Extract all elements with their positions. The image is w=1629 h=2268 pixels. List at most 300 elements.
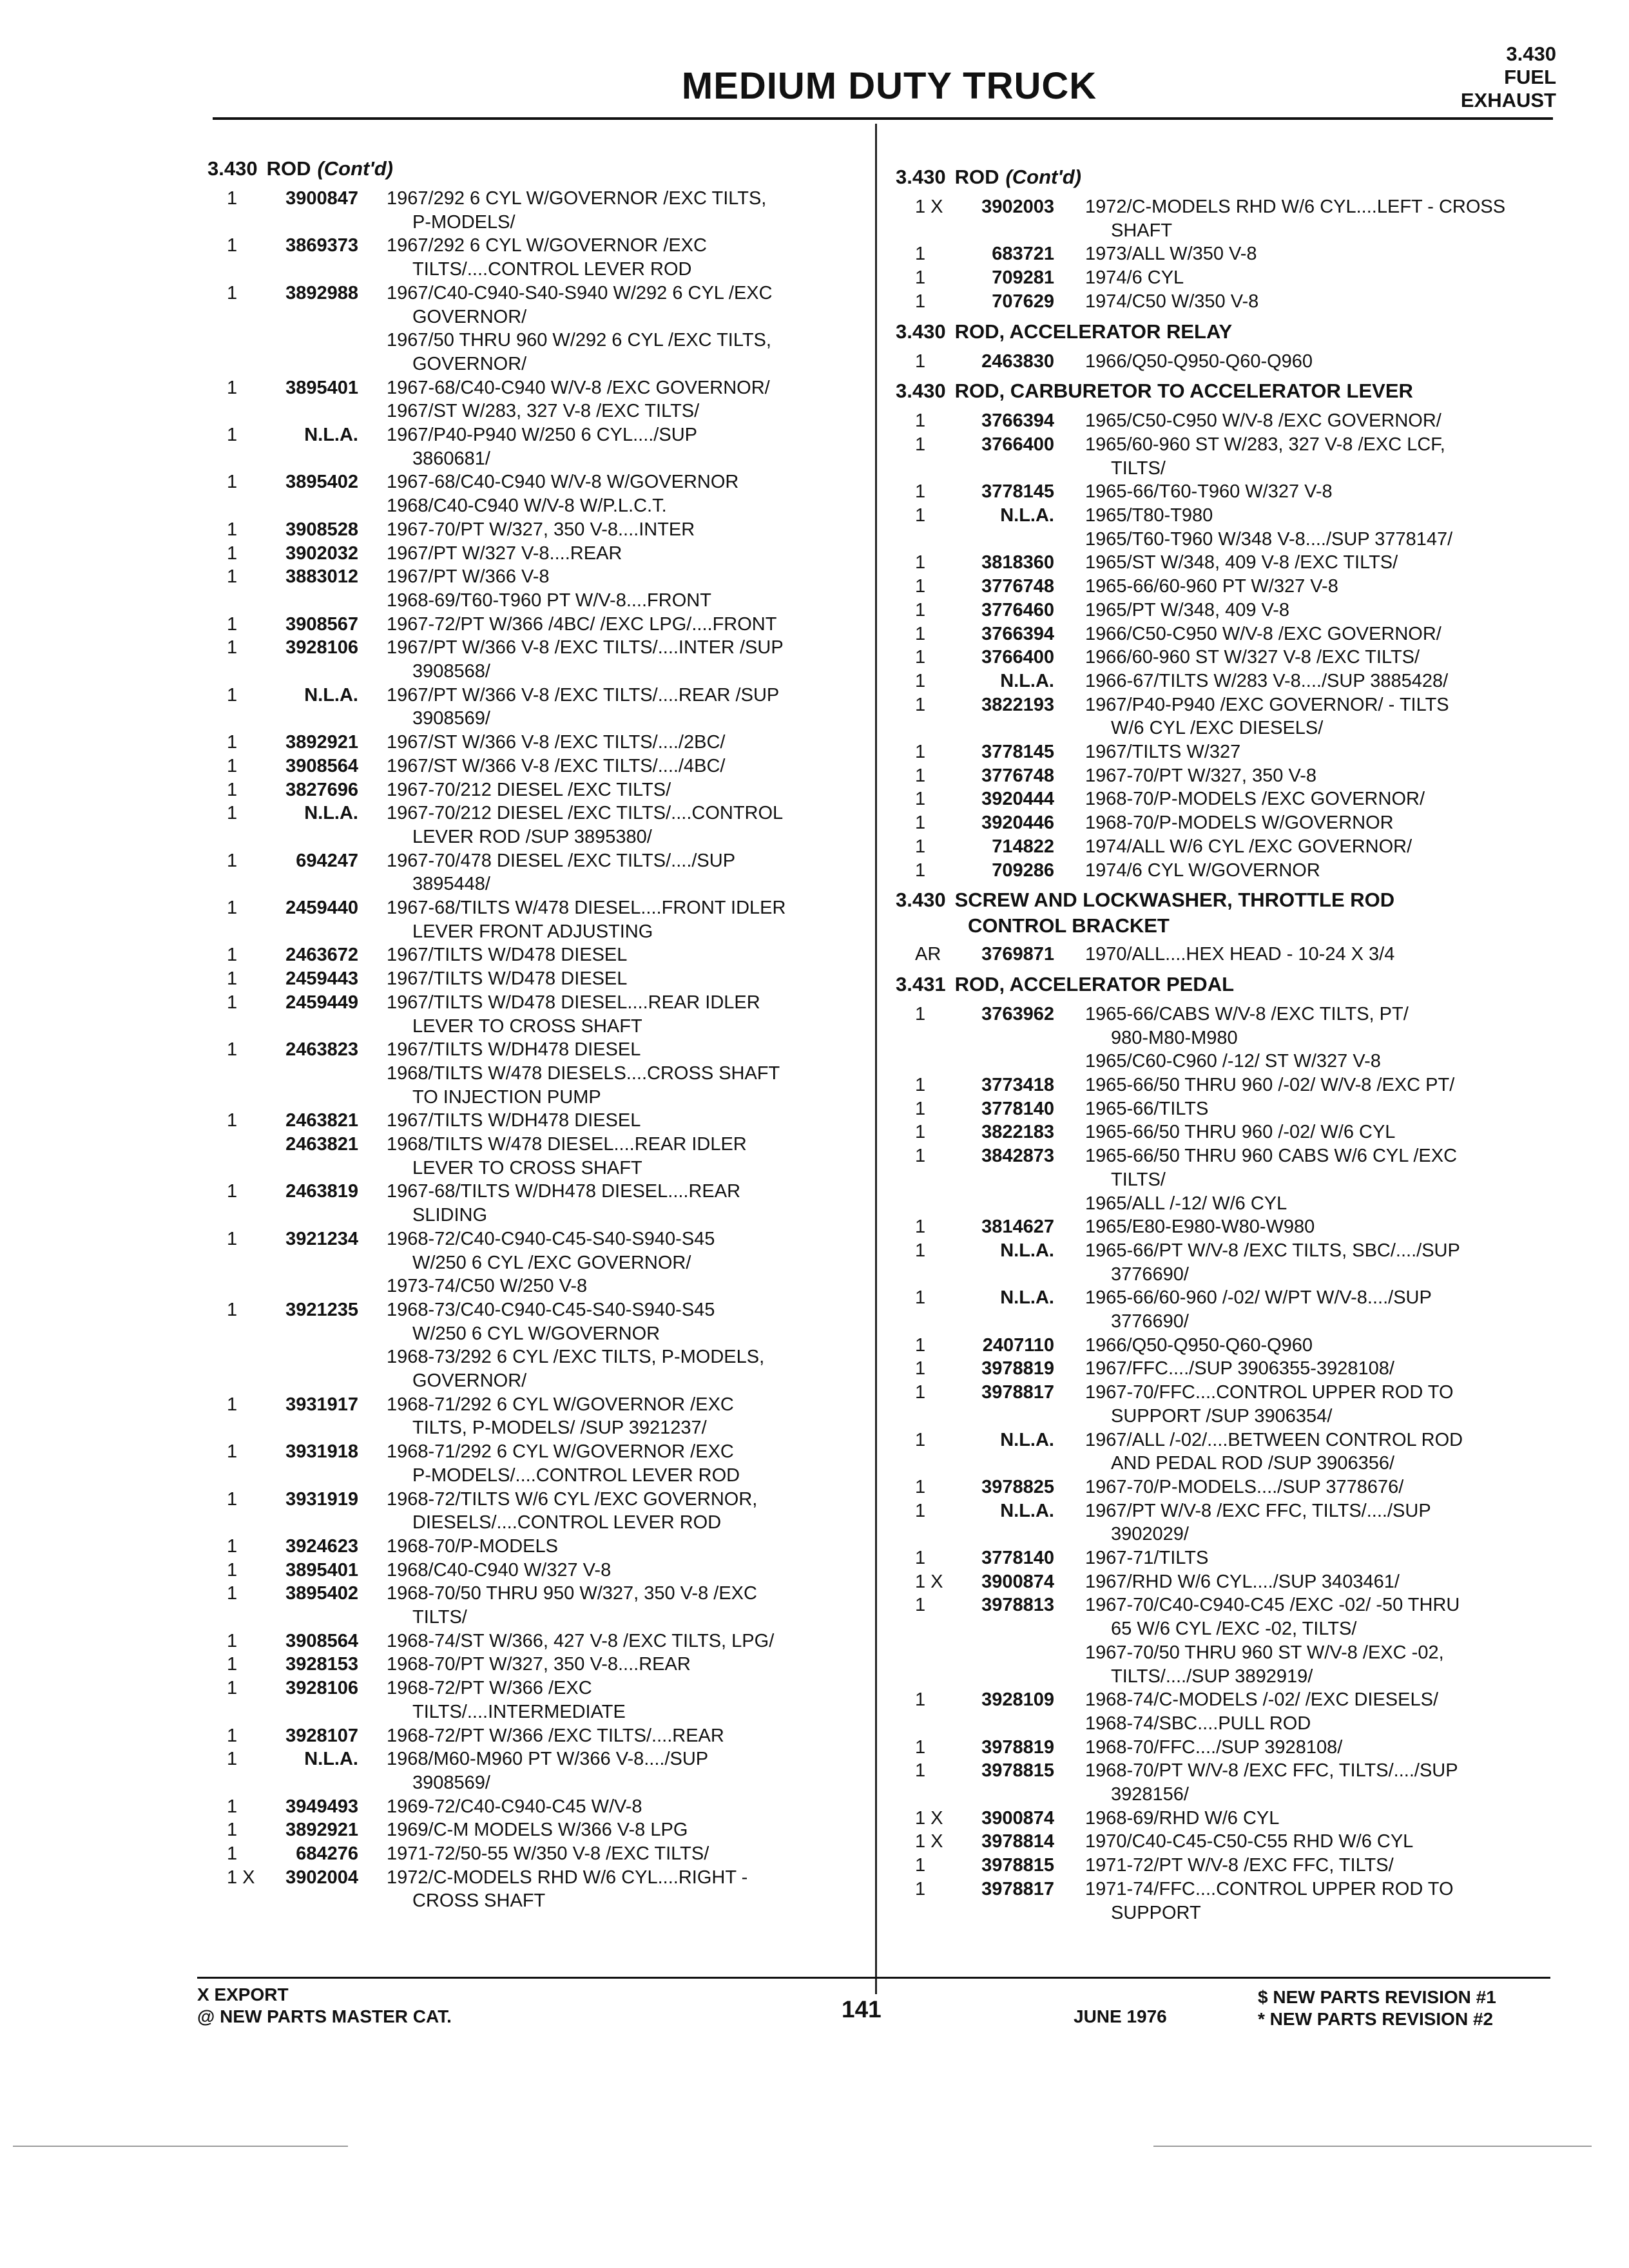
description-line: 1965/E80-E980-W80-W980: [1085, 1216, 1315, 1238]
application-description: [387, 1109, 641, 1133]
part-number: 3895402: [285, 472, 358, 493]
description-line: 3776690/: [1111, 1264, 1189, 1285]
quantity: 1: [227, 898, 238, 918]
part-number: 3895401: [285, 1559, 358, 1581]
description-line: 1967-70/PT W/327, 350 V-8: [1085, 765, 1316, 786]
quantity: 1 X: [915, 197, 943, 217]
application-description: [1085, 480, 1333, 504]
application-description: [1085, 1593, 1460, 1688]
application-description: [1085, 1073, 1454, 1097]
section-category-exhaust: EXHAUST: [1460, 89, 1556, 111]
quantity: 1: [915, 1358, 926, 1379]
part-number: 3908528: [285, 519, 358, 540]
part-number: 3892921: [285, 1820, 358, 1841]
application-description: [387, 1227, 715, 1298]
part-number: 3900874: [981, 1807, 1054, 1829]
description-line: 1969/C-M MODELS W/366 V-8 LPG: [387, 1820, 688, 1841]
application-description: [387, 1724, 724, 1748]
quantity: 1: [227, 1749, 238, 1770]
application-description: [387, 329, 771, 376]
quantity: 1: [915, 1689, 926, 1711]
part-number: 3766394: [981, 623, 1054, 644]
description-line: 1969-72/C40-C940-C45 W/V-8: [387, 1796, 642, 1817]
application-description: [387, 187, 766, 234]
legend-export: X EXPORT: [197, 1984, 289, 2004]
description-line: 1968/C40-C940 W/327 V-8: [387, 1559, 612, 1581]
quantity: 1: [915, 1855, 926, 1876]
part-number: 3921234: [285, 1228, 358, 1249]
description-line: GOVERNOR/: [412, 353, 527, 374]
section-index: [1461, 43, 1556, 112]
quantity: 1: [915, 267, 926, 289]
part-number: 3978817: [981, 1878, 1054, 1899]
quantity: 1: [227, 1181, 238, 1202]
description-line: 1967-70/P-MODELS..../SUP 3778676/: [1085, 1476, 1404, 1497]
description-line: 3908569/: [412, 708, 490, 729]
quantity: 1: [227, 188, 238, 209]
quantity: 1: [915, 1476, 926, 1497]
section-heading-line2: CONTROL BRACKET: [968, 914, 1170, 937]
application-description: [387, 636, 784, 683]
description-line: 1966/Q50-Q950-Q60-Q960: [1085, 351, 1313, 372]
application-description: [387, 1842, 709, 1866]
description-line: 1967/TILTS W/327: [1085, 742, 1241, 762]
description-line: 1968-72/TILTS W/6 CYL /EXC GOVERNOR,: [387, 1488, 758, 1510]
quantity: 1: [915, 1122, 926, 1143]
description-line: 1971-72/PT W/V-8 /EXC FFC, TILTS/: [1085, 1855, 1394, 1876]
application-description: [1085, 1854, 1394, 1878]
part-number: 3822193: [981, 694, 1054, 715]
column-divider: [875, 124, 877, 1994]
heading-code: 3.430: [896, 166, 946, 188]
description-line: 1968/TILTS W/478 DIESEL....REAR IDLER: [387, 1134, 747, 1155]
description-line: 1970/ALL....HEX HEAD - 10-24 X 3/4: [1085, 944, 1395, 965]
part-number: 3883012: [285, 566, 358, 588]
part-number: 3818360: [981, 552, 1054, 573]
description-line: 1973-74/C50 W/250 V-8: [387, 1276, 588, 1297]
description-line: 1968/M60-M960 PT W/366 V-8..../SUP: [387, 1749, 709, 1770]
quantity: 1: [915, 623, 926, 644]
description-line: 1968-73/C40-C940-C45-S40-S940-S45: [387, 1299, 715, 1320]
part-number: 3902032: [285, 543, 358, 564]
quantity: 1: [915, 1500, 926, 1521]
application-description: [387, 1393, 734, 1440]
application-description: [387, 943, 627, 967]
header-rule: [213, 117, 1553, 120]
description-line: 1968-72/PT W/366 /EXC TILTS/....REAR: [387, 1725, 724, 1746]
part-number: 2459449: [285, 992, 358, 1013]
description-line: GOVERNOR/: [412, 306, 527, 327]
application-description: [387, 684, 779, 731]
quantity: 1: [915, 1216, 926, 1238]
application-description: [1085, 242, 1257, 266]
footer-rule: [197, 1977, 1550, 1979]
application-description: [387, 1795, 642, 1819]
part-number: 2459440: [285, 898, 358, 918]
part-number: 3924623: [285, 1535, 358, 1557]
part-number: 3776748: [981, 765, 1054, 786]
part-number: N.L.A.: [304, 684, 358, 706]
description-line: P-MODELS/: [412, 211, 516, 233]
application-description: [1085, 1334, 1313, 1358]
application-description: [1085, 551, 1398, 575]
part-number: 3978815: [981, 1855, 1054, 1876]
part-number: N.L.A.: [304, 1749, 358, 1770]
application-description: [1085, 409, 1441, 433]
heading-code: 3.430: [896, 380, 946, 403]
part-number: 3931919: [285, 1488, 358, 1510]
quantity: 1: [227, 543, 238, 564]
application-description: [387, 565, 711, 612]
description-line: LEVER TO CROSS SHAFT: [412, 1157, 642, 1178]
quantity: 1: [227, 1630, 238, 1651]
application-description: [1085, 1003, 1409, 1073]
quantity: 1: [227, 1228, 238, 1249]
part-number: 3931918: [285, 1441, 358, 1463]
application-description: [387, 234, 707, 281]
quantity: 1: [915, 1075, 926, 1095]
part-number: 694247: [296, 850, 358, 871]
description-line: DIESELS/....CONTROL LEVER ROD: [412, 1512, 722, 1533]
quantity: 1: [227, 850, 238, 871]
quantity: 1: [227, 1441, 238, 1463]
part-number: 2463821: [285, 1110, 358, 1131]
part-number: 2463821: [285, 1134, 358, 1155]
description-line: 1972/C-MODELS RHD W/6 CYL....LEFT - CROSS: [1085, 197, 1506, 217]
description-line: LEVER FRONT ADJUSTING: [412, 921, 653, 942]
page-title: MEDIUM DUTY TRUCK: [681, 65, 1097, 107]
part-number: 3928153: [285, 1654, 358, 1675]
application-description: [1085, 1381, 1454, 1428]
application-description: [1085, 693, 1449, 740]
application-description: [1085, 575, 1338, 599]
description-line: 65 W/6 CYL /EXC -02, TILTS/: [1111, 1619, 1357, 1640]
description-line: 1971-74/FFC....CONTROL UPPER ROD TO: [1085, 1878, 1454, 1899]
description-line: 1965/60-960 ST W/283, 327 V-8 /EXC LCF,: [1085, 434, 1445, 455]
part-number: 683721: [992, 244, 1054, 265]
application-description: [1085, 859, 1320, 883]
description-line: 1965-66/T60-T960 W/327 V-8: [1085, 481, 1333, 503]
application-description: [387, 1582, 757, 1629]
description-line: 1968/TILTS W/478 DIESELS....CROSS SHAFT: [387, 1062, 780, 1084]
quantity: 1: [227, 235, 238, 256]
application-description: [1085, 290, 1258, 314]
description-line: TILTS/....INTERMEDIATE: [412, 1701, 626, 1722]
part-number: 3869373: [285, 235, 358, 256]
description-line: 1968-71/292 6 CYL W/GOVERNOR /EXC: [387, 1441, 734, 1463]
part-number: 3902003: [981, 197, 1054, 217]
heading-code: 3.431: [896, 972, 946, 995]
part-number: 3842873: [981, 1146, 1054, 1167]
description-line: 1967/RHD W/6 CYL..../SUP 3403461/: [1085, 1571, 1400, 1592]
application-description: [1085, 1239, 1460, 1286]
application-description: [387, 778, 671, 802]
application-description: [1085, 622, 1441, 646]
description-line: 1967/PT W/V-8 /EXC FFC, TILTS/..../SUP: [1085, 1500, 1431, 1521]
quantity: 1: [227, 425, 238, 445]
application-description: [1085, 1097, 1208, 1121]
part-number: 3778140: [981, 1098, 1054, 1119]
part-number: 3920444: [981, 789, 1054, 810]
part-number: 3900847: [285, 188, 358, 209]
part-number: N.L.A.: [1000, 505, 1054, 526]
application-description: [1085, 266, 1184, 290]
application-description: [387, 991, 760, 1038]
part-number: 3921235: [285, 1299, 358, 1320]
part-number: N.L.A.: [304, 425, 358, 445]
description-line: 1965/C60-C960 /-12/ ST W/327 V-8: [1085, 1051, 1381, 1072]
section-heading: [896, 889, 1394, 912]
application-description: [387, 1866, 747, 1913]
description-line: 1967/PT W/366 V-8 /EXC TILTS/....INTER /SUP: [387, 637, 784, 658]
description-line: 1965-66/50 THRU 960 /-02/ W/V-8 /EXC PT/: [1085, 1075, 1455, 1095]
quantity: 1: [227, 803, 238, 824]
quantity: 1: [915, 1003, 926, 1024]
description-line: 1968/C40-C940 W/V-8 W/P.L.C.T.: [387, 495, 667, 517]
part-number: 3931917: [285, 1394, 358, 1415]
part-number: 3978814: [981, 1831, 1054, 1852]
application-description: [1085, 1499, 1431, 1546]
description-line: 980-M80-M980: [1111, 1027, 1238, 1048]
part-number: 3766400: [981, 434, 1054, 455]
quantity: 1: [227, 732, 238, 753]
section-heading: [896, 320, 1232, 344]
description-line: SUPPORT: [1111, 1902, 1201, 1923]
description-line: 1965-66/50 THRU 960 /-02/ W/6 CYL: [1085, 1122, 1396, 1143]
application-description: [1085, 1759, 1458, 1806]
application-description: [387, 1677, 626, 1724]
description-line: LEVER ROD /SUP 3895380/: [412, 826, 652, 847]
application-description: [1085, 1736, 1342, 1760]
application-description: [387, 1440, 740, 1487]
quantity: 1: [915, 836, 926, 857]
heading-continued: (Cont'd): [317, 157, 394, 180]
application-description: [387, 1180, 740, 1227]
part-number: 3908564: [285, 1630, 358, 1651]
quantity: 1 X: [915, 1807, 943, 1829]
application-description: [387, 1629, 774, 1653]
application-description: [387, 518, 695, 542]
description-line: 1965/C50-C950 W/V-8 /EXC GOVERNOR/: [1085, 410, 1441, 432]
section-heading: [207, 157, 393, 181]
application-description: [1085, 599, 1289, 622]
description-line: 1967-70/C40-C940-C45 /EXC -02/ -50 THRU: [1085, 1595, 1460, 1616]
description-line: 1972/C-MODELS RHD W/6 CYL....RIGHT -: [387, 1867, 748, 1888]
description-line: 1970/C40-C45-C50-C55 RHD W/6 CYL: [1085, 1831, 1414, 1852]
application-description: [1085, 646, 1420, 669]
heading-title: ROD: [954, 166, 999, 188]
quantity: 1: [915, 291, 926, 312]
application-description: [1085, 787, 1425, 811]
description-line: 1967/TILTS W/D478 DIESEL: [387, 968, 628, 990]
part-number: 2463672: [285, 945, 358, 966]
description-line: 1974/C50 W/350 V-8: [1085, 291, 1259, 312]
description-line: 1967/FFC..../SUP 3906355-3928108/: [1085, 1358, 1394, 1379]
quantity: 1: [915, 742, 926, 762]
quantity: 1: [915, 1595, 926, 1616]
quantity: 1: [915, 789, 926, 810]
application-description: [1085, 764, 1316, 788]
application-description: [1085, 1286, 1432, 1333]
part-number: 3978819: [981, 1736, 1054, 1758]
quantity: 1: [915, 1760, 926, 1782]
part-number: 3776748: [981, 576, 1054, 597]
part-number: 3822183: [981, 1122, 1054, 1143]
application-description: [387, 802, 783, 849]
quantity: 1: [227, 945, 238, 966]
application-description: [387, 423, 697, 470]
application-description: [387, 1535, 558, 1559]
part-number: 3908564: [285, 755, 358, 776]
description-line: TILTS/: [1111, 1169, 1166, 1190]
part-number: 3814627: [981, 1216, 1054, 1238]
description-line: 1966/Q50-Q950-Q60-Q960: [1085, 1334, 1313, 1356]
part-number: 3928109: [981, 1689, 1054, 1711]
application-description: [1085, 1357, 1394, 1381]
part-number: 3769871: [981, 944, 1054, 965]
description-line: 1965/ALL /-12/ W/6 CYL: [1085, 1193, 1287, 1214]
heading-title: ROD, CARBURETOR TO ACCELERATOR LEVER: [954, 380, 1413, 403]
description-line: 1967-71/TILTS: [1085, 1548, 1209, 1568]
description-line: 1967-70/50 THRU 960 ST W/V-8 /EXC -02,: [1085, 1642, 1444, 1663]
application-description: [387, 1298, 764, 1393]
part-number: 3920446: [981, 812, 1054, 834]
description-line: 1967/292 6 CYL W/GOVERNOR /EXC: [387, 235, 707, 256]
application-description: [1085, 835, 1412, 859]
description-line: TILTS/: [412, 1607, 467, 1628]
part-number: 3895402: [285, 1583, 358, 1604]
application-description: [1085, 1546, 1208, 1570]
quantity: 1: [915, 1429, 926, 1450]
description-line: 1967-68/TILTS W/478 DIESEL....FRONT IDLER: [387, 898, 786, 918]
part-number: N.L.A.: [1000, 1287, 1054, 1309]
heading-title: ROD: [266, 157, 311, 180]
part-number: 2463823: [285, 1039, 358, 1061]
description-line: LEVER TO CROSS SHAFT: [412, 1015, 642, 1037]
description-line: 1967/ST W/283, 327 V-8 /EXC TILTS/: [387, 401, 700, 422]
application-description: [1085, 943, 1394, 966]
quantity: 1 X: [915, 1571, 943, 1592]
application-description: [1085, 1475, 1403, 1499]
legend-master-catalog: @ NEW PARTS MASTER CAT.: [197, 2006, 452, 2026]
quantity: 1: [915, 505, 926, 526]
quantity: 1: [915, 410, 926, 432]
application-description: [387, 731, 725, 754]
description-line: 1967-70/PT W/327, 350 V-8....INTER: [387, 519, 695, 540]
part-number: 3827696: [285, 779, 358, 800]
part-number: 3766400: [981, 647, 1054, 668]
description-line: 1967-70/FFC....CONTROL UPPER ROD TO: [1085, 1382, 1454, 1403]
part-number: N.L.A.: [1000, 1240, 1054, 1261]
description-line: 1965-66/60-960 /-02/ W/PT W/V-8..../SUP: [1085, 1287, 1432, 1309]
application-description: [1085, 740, 1240, 764]
application-description: [1085, 1830, 1413, 1854]
description-line: 3908568/: [412, 661, 490, 682]
description-line: 1965/ST W/348, 409 V-8 /EXC TILTS/: [1085, 552, 1398, 573]
description-line: 1968-70/PT W/V-8 /EXC FFC, TILTS/..../SUP: [1085, 1760, 1458, 1782]
description-line: 3860681/: [412, 448, 490, 469]
part-number: N.L.A.: [1000, 670, 1054, 691]
description-line: 1967/PT W/366 V-8 /EXC TILTS/....REAR /SUP: [387, 684, 780, 706]
quantity: 1: [227, 1843, 238, 1864]
description-line: 3895448/: [412, 874, 490, 895]
application-description: [1085, 433, 1445, 480]
description-line: 1965/PT W/348, 409 V-8: [1085, 599, 1290, 620]
description-line: 1968-70/P-MODELS W/GOVERNOR: [1085, 812, 1394, 834]
application-description: [1085, 1144, 1457, 1215]
quantity: 1: [227, 779, 238, 800]
quantity: 1: [227, 282, 238, 303]
page-number: 141: [842, 1996, 882, 2023]
application-description: [387, 967, 627, 991]
quantity: 1: [915, 647, 926, 668]
description-line: TILTS/....CONTROL LEVER ROD: [412, 259, 692, 280]
quantity: 1: [227, 1559, 238, 1581]
quantity: 1: [227, 1820, 238, 1841]
part-number: 3978813: [981, 1595, 1054, 1616]
application-description: [387, 1559, 611, 1582]
description-line: 1967-70/212 DIESEL /EXC TILTS/: [387, 779, 671, 800]
description-line: TILTS/..../SUP 3892919/: [1111, 1666, 1313, 1687]
application-description: [1085, 1570, 1400, 1594]
part-number: 684276: [296, 1843, 358, 1864]
description-line: 3908569/: [412, 1772, 490, 1793]
description-line: 1967/TILTS W/D478 DIESEL....REAR IDLER: [387, 992, 760, 1013]
quantity: 1: [227, 613, 238, 635]
part-number: 3908567: [285, 613, 358, 635]
application-description: [1085, 811, 1394, 835]
scan-edge-line-right: [1153, 2146, 1592, 2147]
quantity: 1: [227, 1796, 238, 1817]
quantity: 1: [227, 637, 238, 658]
part-number: 3928106: [285, 637, 358, 658]
quantity: 1: [915, 1146, 926, 1167]
application-description: [387, 613, 776, 637]
description-line: 1967/ST W/366 V-8 /EXC TILTS/..../2BC/: [387, 732, 726, 753]
quantity: 1: [915, 1382, 926, 1403]
heading-title: ROD, ACCELERATOR PEDAL: [954, 972, 1235, 995]
scan-edge-line-left: [13, 2146, 348, 2147]
quantity: 1: [915, 670, 926, 691]
quantity: 1: [915, 694, 926, 715]
description-line: 1968-74/ST W/366, 427 V-8 /EXC TILTS, LPG/: [387, 1630, 775, 1651]
revision-note-2: * NEW PARTS REVISION #2: [1258, 2009, 1494, 2029]
description-line: 1966/60-960 ST W/327 V-8 /EXC TILTS/: [1085, 647, 1420, 668]
description-line: 1968-70/PT W/327, 350 V-8....REAR: [387, 1654, 691, 1675]
part-number: 3766394: [981, 410, 1054, 432]
quantity: 1: [915, 1334, 926, 1356]
description-line: W/250 6 CYL W/GOVERNOR: [412, 1323, 660, 1344]
description-line: 1967-70/212 DIESEL /EXC TILTS/....CONTROL: [387, 803, 784, 824]
application-description: [387, 1653, 691, 1677]
description-line: 1965-66/CABS W/V-8 /EXC TILTS, PT/: [1085, 1003, 1409, 1024]
quantity: 1: [227, 684, 238, 706]
application-description: [387, 754, 725, 778]
quantity: 1: [227, 1039, 238, 1061]
application-description: [387, 1133, 747, 1180]
part-number: 3892921: [285, 732, 358, 753]
quantity: 1: [227, 755, 238, 776]
part-number: 3778145: [981, 742, 1054, 762]
part-number: 3978817: [981, 1382, 1054, 1403]
application-description: [1085, 1878, 1454, 1925]
quantity: 1: [915, 481, 926, 503]
part-number: 3763962: [981, 1003, 1054, 1024]
quantity: 1: [227, 968, 238, 990]
publication-date: JUNE 1976: [1074, 2006, 1167, 2026]
application-description: [387, 376, 770, 423]
description-line: 1966-67/TILTS W/283 V-8..../SUP 3885428/: [1085, 670, 1449, 691]
